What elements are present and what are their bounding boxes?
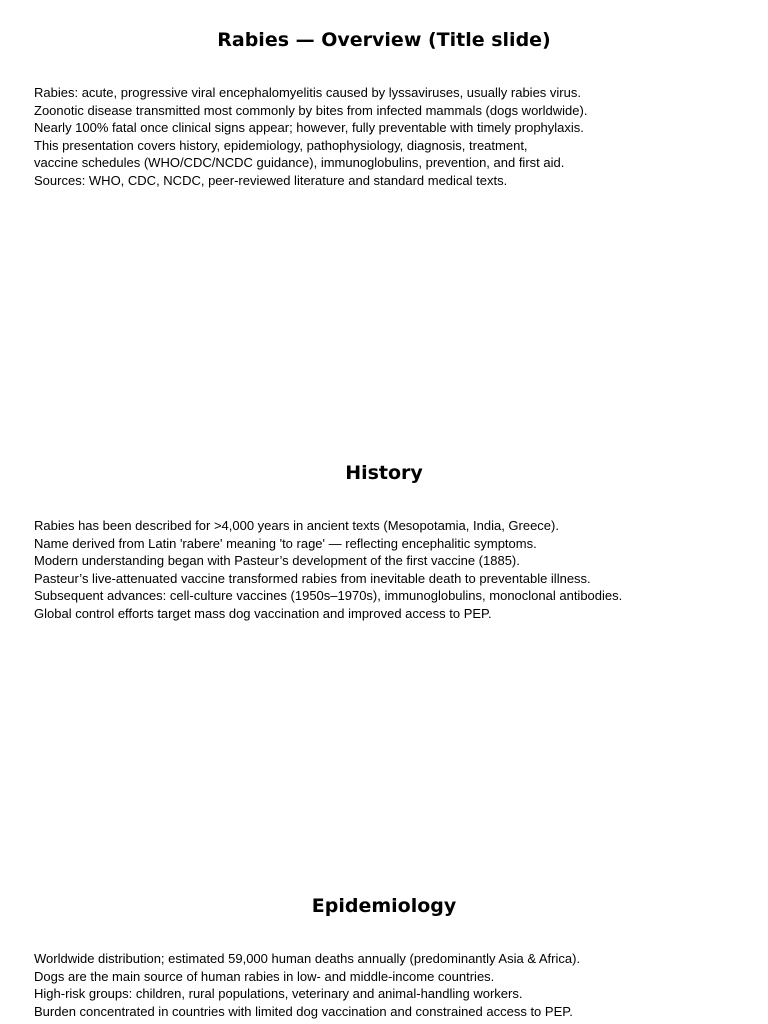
body-line: Sources: WHO, CDC, NCDC, peer-reviewed literature and standard medical texts. (34, 172, 508, 188)
body-line: Subsequent advances: cell-culture vaccines (1950s–1970s), immunoglobulins, monoclonal antibodies. (34, 588, 623, 604)
body-line: Rabies has been described for >4,000 years in ancient texts (Mesopotamia, India, Greece). (34, 518, 559, 533)
slide-history (0, 433, 768, 866)
body-line: This presentation covers history, epidemiology, pathophysiology, diagnosis, treatment, (34, 137, 528, 153)
body-line: Global control efforts target mass dog vaccination and improved access to PEP. (34, 605, 492, 621)
body-line: Rabies: acute, progressive viral encephalomyelitis caused by lyssaviruses, usually rabies virus. (34, 85, 581, 100)
slide-title: Rabies — Overview (Title slide) (217, 29, 551, 51)
body-line: Nearly 100% fatal once clinical signs appear; however, fully preventable with timely prophylaxis. (34, 120, 584, 136)
slide-overview (0, 0, 768, 433)
body-line: High-risk groups: children, rural populations, veterinary and animal-handling workers. (34, 986, 523, 1002)
slide-title: Epidemiology (311, 895, 457, 917)
body-line: Modern understanding began with Pasteur’s development of the first vaccine (1885). (34, 553, 520, 569)
body-line: Name derived from Latin 'rabere' meaning 'to rage' — reflecting encephalitic symptoms. (34, 535, 537, 551)
body-line: Burden concentrated in countries with limited dog vaccination and constrained access to PEP. (34, 1003, 573, 1019)
body-line: Worldwide distribution; estimated 59,000 human deaths annually (predominantly Asia & Africa). (34, 951, 581, 966)
slide-body (34, 84, 754, 190)
body-line: Pasteur’s live-attenuated vaccine transformed rabies from inevitable death to preventable illness. (34, 570, 591, 586)
body-line: Dogs are the main source of human rabies in low- and middle-income countries. (34, 968, 495, 984)
slide-body (34, 950, 754, 1020)
slide-body (34, 517, 754, 623)
body-line: Zoonotic disease transmitted most commonly by bites from infected mammals (dogs worldwide). (34, 102, 588, 118)
slide-epidemiology (0, 866, 768, 1024)
body-line: vaccine schedules (WHO/CDC/NCDC guidance), immunoglobulins, prevention, and first aid. (34, 155, 565, 171)
slide-title: History (345, 462, 423, 484)
